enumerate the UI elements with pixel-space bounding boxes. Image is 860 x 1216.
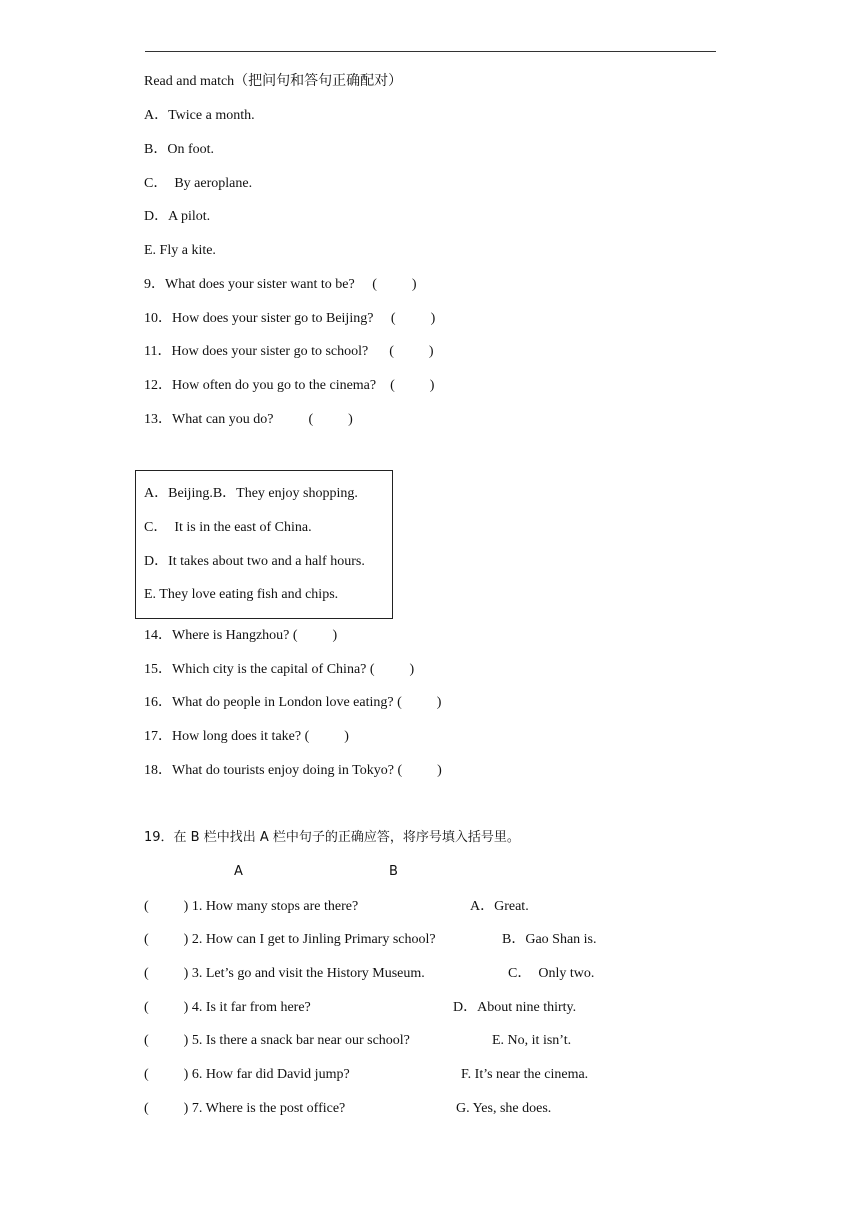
section1-option-a: A．Twice a month.	[144, 108, 255, 123]
match-row-7-answer: G. Yes, she does.	[456, 1101, 552, 1116]
box-option-e: E. They love eating fish and chips.	[144, 587, 339, 602]
section1-option-d: D．A pilot.	[144, 209, 211, 224]
match-row-2-question: ( ) 2. How can I get to Jinling Primary school?	[144, 932, 436, 947]
match-row-4-question: ( ) 4. Is it far from here?	[144, 1000, 311, 1015]
match-row-4-answer: D．About nine thirty.	[453, 1000, 577, 1015]
question-18: 18．What do tourists enjoy doing in Tokyo? ( )	[144, 763, 442, 778]
column-b-header: B	[389, 864, 398, 879]
header-rule	[145, 51, 716, 52]
match-row-3-answer: C． Only two.	[508, 966, 595, 981]
match-row-6-question: ( ) 6. How far did David jump?	[144, 1067, 350, 1082]
match-row-1-answer: A．Great.	[470, 899, 529, 914]
match-row-3-question: ( ) 3. Let’s go and visit the History Museum.	[144, 966, 425, 981]
column-a-header: A	[234, 864, 243, 879]
question-14: 14．Where is Hangzhou? ( )	[144, 628, 338, 643]
question-16: 16．What do people in London love eating? ( )	[144, 695, 442, 710]
question-11: 11．How does your sister go to school? ( )	[144, 344, 434, 359]
box-option-d: D．It takes about two and a half hours.	[144, 554, 365, 569]
match-row-7-question: ( ) 7. Where is the post office?	[144, 1101, 346, 1116]
match-row-2-answer: B．Gao Shan is.	[502, 932, 597, 947]
question-13: 13．What can you do? ( )	[144, 412, 353, 427]
question-15: 15．Which city is the capital of China? ( )	[144, 662, 415, 677]
match-row-6-answer: F. It’s near the cinema.	[461, 1067, 589, 1082]
section1-option-c: C． By aeroplane.	[144, 176, 253, 191]
question-12: 12．How often do you go to the cinema? ( )	[144, 378, 435, 393]
question-17: 17．How long does it take? ( )	[144, 729, 349, 744]
box-option-ab: A．Beijing.B．They enjoy shopping.	[144, 486, 358, 501]
match-row-5-question: ( ) 5. Is there a snack bar near our school?	[144, 1033, 410, 1048]
match-row-1-question: ( ) 1. How many stops are there?	[144, 899, 359, 914]
section1-title: Read and match（把问句和答句正确配对）	[144, 74, 403, 89]
section3-title: 19．在 B 栏中找出 A 栏中句子的正确应答，将序号填入括号里。	[144, 830, 520, 845]
match-row-5-answer: E. No, it isn’t.	[492, 1033, 572, 1048]
section1-option-e: E. Fly a kite.	[144, 243, 216, 258]
box-option-c: C． It is in the east of China.	[144, 520, 312, 535]
question-9: 9．What does your sister want to be? ( )	[144, 277, 417, 292]
question-10: 10．How does your sister go to Beijing? ( )	[144, 311, 436, 326]
section1-option-b: B．On foot.	[144, 142, 214, 157]
